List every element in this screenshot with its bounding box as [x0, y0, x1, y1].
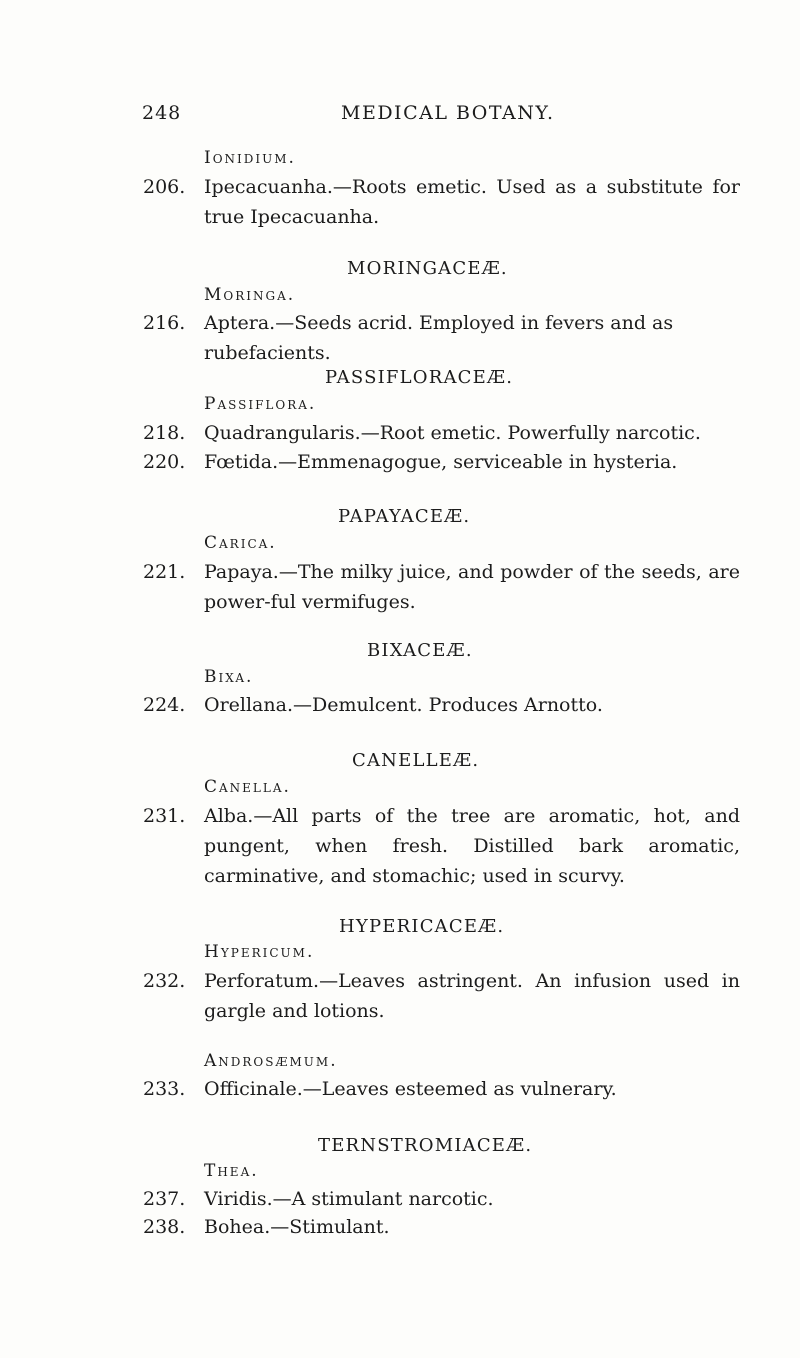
entry-text: Viridis.—A stimulant narcotic.	[204, 1188, 494, 1210]
entry-number: 216.	[143, 312, 186, 334]
entry-number: 231.	[143, 805, 186, 827]
family-heading: CANELLEÆ.	[352, 750, 480, 771]
entry-number: 224.	[143, 694, 186, 716]
entry-text: Perforatum.—Leaves astringent. An infusion used in gargle and lotions.	[204, 970, 740, 1022]
genus-heading: Hypericum.	[204, 942, 315, 962]
family-heading: TERNSTROMIACEÆ.	[318, 1135, 533, 1156]
genus-heading: Thea.	[204, 1161, 259, 1181]
genus-heading: Passiflora.	[204, 394, 317, 414]
entry-number: 232.	[143, 970, 186, 992]
family-heading: PAPAYACEÆ.	[338, 506, 471, 527]
entry-number: 237.	[143, 1188, 186, 1210]
family-heading: MORINGACEÆ.	[347, 258, 508, 279]
entry-number: 238.	[143, 1216, 186, 1238]
entry-text: Aptera.—Seeds acrid. Employed in fevers and as rubefacients.	[204, 312, 674, 364]
running-head: MEDICAL BOTANY.	[341, 102, 555, 124]
entry-text: Orellana.—Demulcent. Produces Arnotto.	[204, 694, 603, 716]
genus-heading: Bixa.	[204, 667, 254, 687]
genus-heading: Moringa.	[204, 285, 296, 305]
family-heading: PASSIFLORACEÆ.	[325, 367, 514, 388]
entry-text: Bohea.—Stimulant.	[204, 1216, 390, 1238]
page-number: 248	[142, 102, 182, 124]
entry-number: 220.	[143, 451, 186, 473]
page-header	[142, 102, 742, 132]
entry-number: 221.	[143, 561, 186, 583]
genus-heading: Canella.	[204, 777, 291, 797]
family-heading: BIXACEÆ.	[367, 640, 473, 661]
genus-heading: Ionidium.	[204, 148, 296, 168]
family-heading: HYPERICACEÆ.	[339, 916, 505, 937]
genus-heading: Carica.	[204, 533, 277, 553]
entry-number: 233.	[143, 1078, 186, 1100]
entry-text: Fœtida.—Emmenagogue, serviceable in hysteria.	[204, 451, 678, 473]
entry-text: Papaya.—The milky juice, and powder of the seeds, are power-ful vermifuges.	[204, 561, 740, 613]
genus-heading: Androsæmum.	[204, 1051, 338, 1071]
entry-text: Quadrangularis.—Root emetic. Powerfully narcotic.	[204, 422, 701, 444]
entry-text: Officinale.—Leaves esteemed as vulnerary.	[204, 1078, 617, 1100]
entry-number: 218.	[143, 422, 186, 444]
entry-number: 206.	[143, 176, 186, 198]
entry-text: Alba.—All parts of the tree are aromatic, hot, and pungent, when fresh. Distilled bark aromatic, carminative, and stomachic; used in scurvy.	[204, 805, 740, 887]
entry-text: Ipecacuanha.—Roots emetic. Used as a substitute for true Ipecacuanha.	[204, 176, 740, 228]
